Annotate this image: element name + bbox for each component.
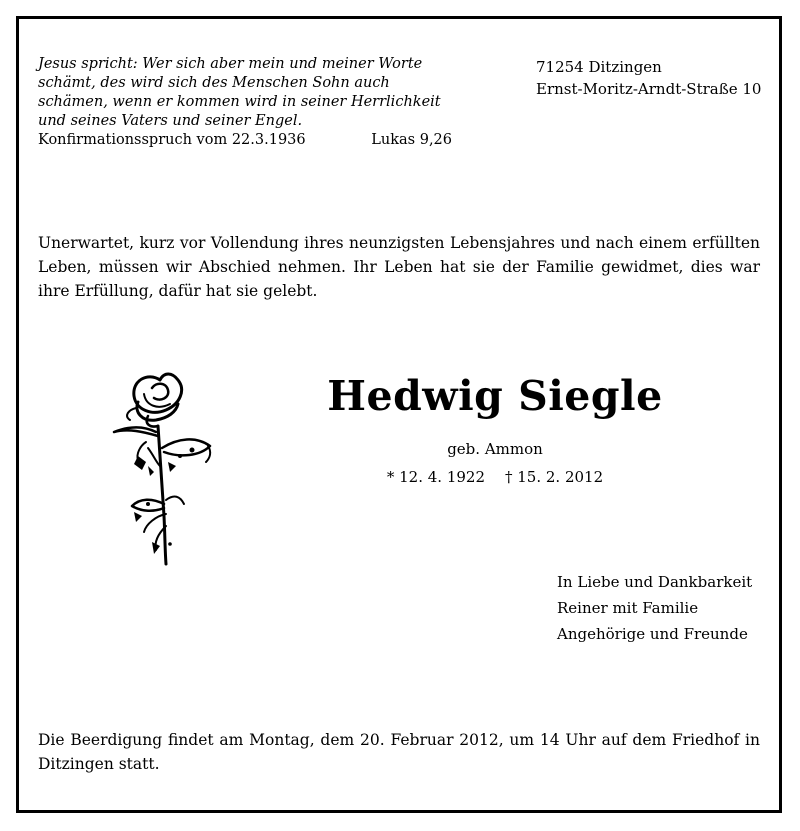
rose-icon bbox=[108, 366, 218, 571]
address-street: Ernst-Moritz-Arndt-Straße 10 bbox=[536, 80, 762, 98]
bible-verse bbox=[38, 55, 458, 131]
family-address bbox=[536, 56, 761, 100]
verse-line: Jesus spricht: Wer sich aber mein und meiner Worte bbox=[38, 56, 423, 72]
birth-date: * 12. 4. 1922 bbox=[386, 468, 485, 486]
death-date: † 15. 2. 2012 bbox=[505, 468, 604, 486]
funeral-notice: Die Beerdigung findet am Montag, dem 20. Februar 2012, um 14 Uhr auf dem Friedhof in Ditzingen statt. bbox=[38, 731, 760, 773]
life-dates bbox=[380, 468, 610, 486]
mourners-line: Angehörige und Freunde bbox=[557, 625, 748, 643]
scripture-reference: Lukas 9,26 bbox=[371, 132, 452, 148]
mourners-list bbox=[557, 569, 752, 647]
verse-reference-row bbox=[38, 132, 452, 148]
deceased-name: Hedwig Siegle bbox=[327, 372, 663, 420]
mourners-line: In Liebe und Dankbarkeit bbox=[557, 573, 753, 591]
address-city: 71254 Ditzingen bbox=[536, 58, 662, 76]
birth-name: geb. Ammon bbox=[447, 440, 543, 458]
verse-line: und seines Vaters und seiner Engel. bbox=[38, 113, 303, 129]
confirmation-note: Konfirmationsspruch vom 22.3.1936 bbox=[38, 132, 306, 148]
mourners-line: Reiner mit Familie bbox=[557, 599, 699, 617]
verse-line: schämt, des wird sich des Menschen Sohn auch bbox=[38, 75, 390, 91]
intro-text: Unerwartet, kurz vor Vollendung ihres neunzigsten Lebensjahres und nach einem erfüllten Leben, müssen wir Abschied nehmen. Ihr Leben hat sie der Familie gewidmet, dies war ihre Erfüllung, dafür hat sie gelebt. bbox=[38, 234, 760, 300]
verse-line: schämen, wenn er kommen wird in seiner Herrlichkeit bbox=[38, 94, 441, 110]
